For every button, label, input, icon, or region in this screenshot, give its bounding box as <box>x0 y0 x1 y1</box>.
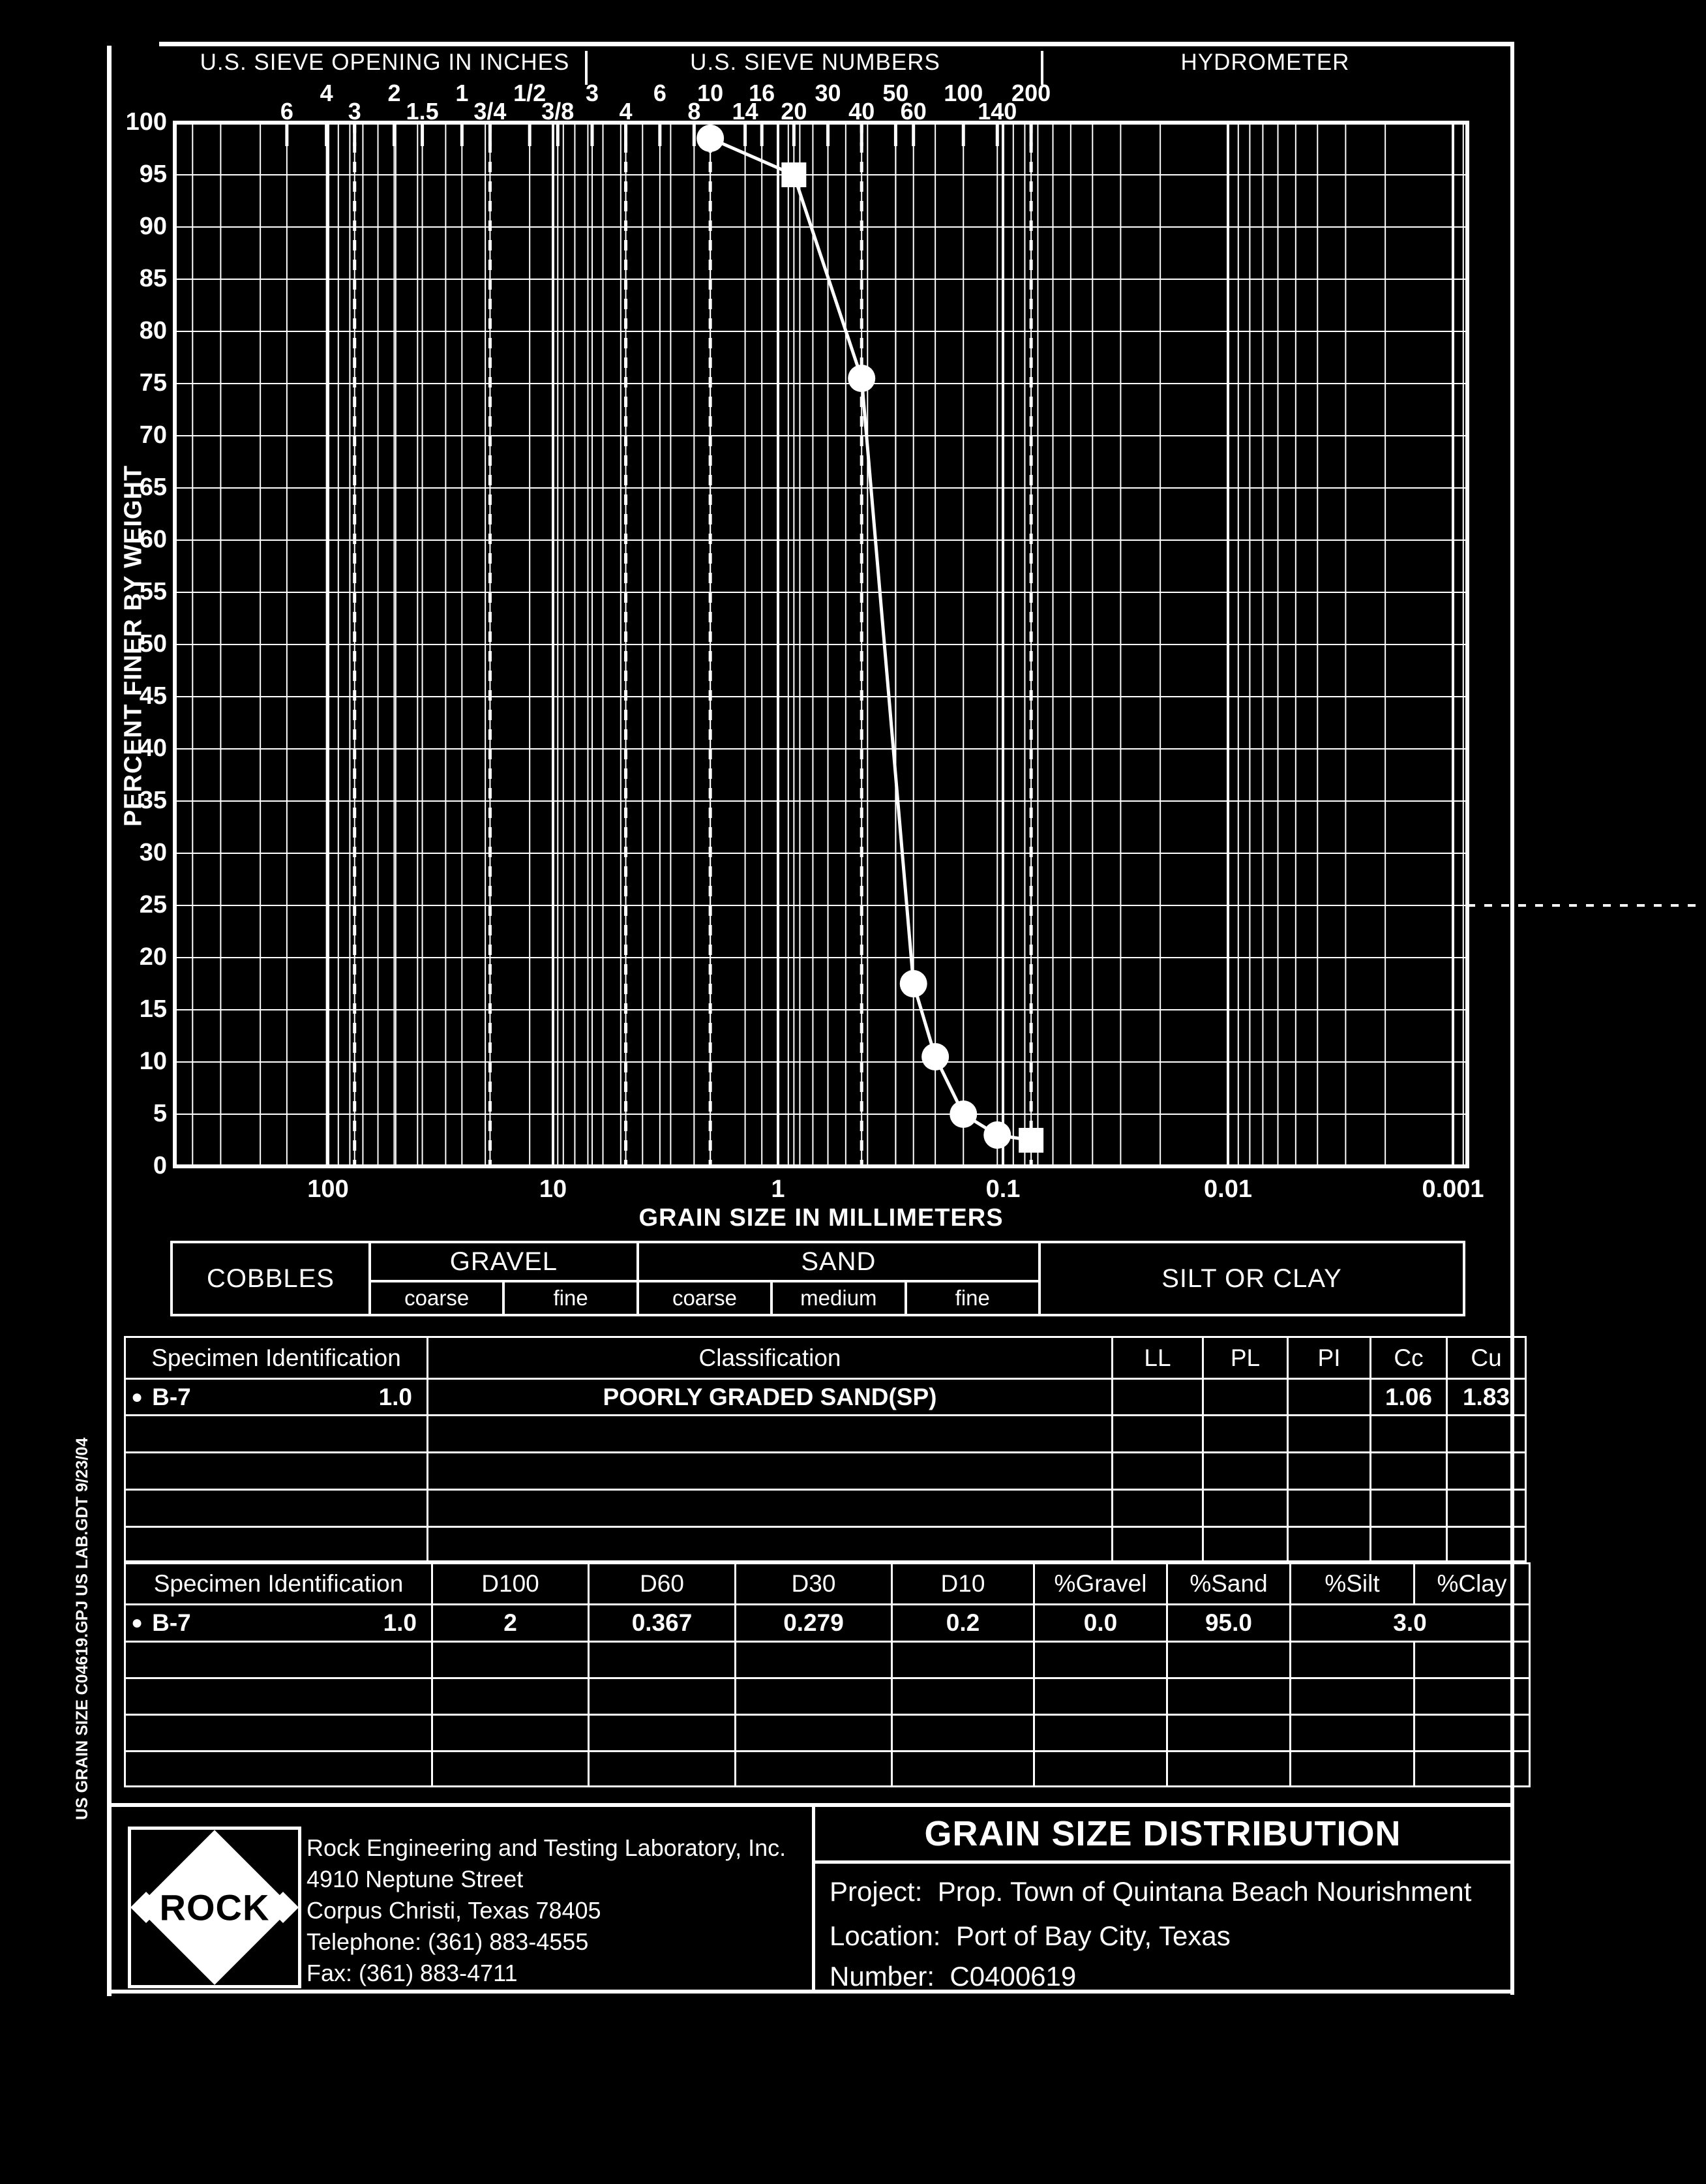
scale-header-hydrometer: HYDROMETER <box>1180 50 1350 75</box>
project-value: Prop. Town of Quintana Beach Nourishment <box>937 1876 1472 1907</box>
col-header-cc: Cc <box>1371 1337 1447 1379</box>
location-row <box>830 1920 1231 1952</box>
data-point-square <box>781 162 806 187</box>
table-row <box>125 1527 1526 1562</box>
sieve-size-label: 6 <box>280 98 293 125</box>
location-value: Port of Bay City, Texas <box>955 1920 1231 1951</box>
fraction-silt-or-clay: SILT OR CLAY <box>1040 1242 1464 1315</box>
col-header-d10: D10 <box>892 1564 1034 1605</box>
specimen-depth: 1.0 <box>378 1383 412 1410</box>
sieve-size-label: 4 <box>320 80 333 106</box>
sieve-size-label: 14 <box>732 98 758 125</box>
sieve-size-label: 3 <box>585 80 599 106</box>
col-header-d30: D30 <box>736 1564 892 1605</box>
col-header-cu: Cu <box>1447 1337 1526 1379</box>
sieve-size-label: 30 <box>815 80 841 106</box>
col-header-classification: Classification <box>428 1337 1113 1379</box>
x-axis-tick-label: 10 <box>539 1175 567 1203</box>
y-axis-tick-label: 30 <box>139 839 167 866</box>
table-row <box>125 1752 1530 1787</box>
sieve-size-label: 40 <box>848 98 875 125</box>
x-axis-title: GRAIN SIZE IN MILLIMETERS <box>638 1204 1004 1232</box>
table-row <box>125 1715 1530 1752</box>
col-header-percent-gravel: %Gravel <box>1034 1564 1167 1605</box>
number-label: Number: <box>830 1961 935 1992</box>
y-axis-tick-label: 20 <box>139 943 167 971</box>
col-header-percent-sand: %Sand <box>1167 1564 1291 1605</box>
y-axis-tick-label: 70 <box>139 421 167 449</box>
soil-fraction-table <box>170 1241 1465 1316</box>
d10-value: 0.2 <box>892 1605 1034 1642</box>
fraction-sand-coarse: coarse <box>638 1281 771 1315</box>
report-title: GRAIN SIZE DISTRIBUTION <box>924 1814 1401 1853</box>
y-axis-tick-label: 50 <box>139 630 167 658</box>
table-row <box>125 1490 1526 1527</box>
data-point-circle <box>950 1100 977 1128</box>
company-logo <box>128 1827 301 1988</box>
company-fax: Fax: (361) 883-4711 <box>307 1960 518 1986</box>
y-axis-tick-label: 85 <box>139 265 167 292</box>
fraction-sand: SAND <box>638 1242 1040 1281</box>
percent-sand-value: 95.0 <box>1167 1605 1291 1642</box>
sieve-size-label: 6 <box>653 80 666 106</box>
percent-fines-value: 3.0 <box>1291 1605 1530 1642</box>
y-axis-tick-label: 5 <box>153 1100 167 1127</box>
col-header-d100: D100 <box>432 1564 589 1605</box>
specimen-id: B-7 <box>152 1383 191 1410</box>
project-row <box>830 1876 1471 1907</box>
d100-value: 2 <box>432 1605 589 1642</box>
location-label: Location: <box>830 1920 941 1951</box>
sieve-size-label: 1 <box>455 80 469 106</box>
table-row <box>125 1453 1526 1490</box>
d30-value: 0.279 <box>736 1605 892 1642</box>
sieve-size-label: 50 <box>882 80 909 106</box>
ll-value <box>1113 1379 1203 1416</box>
sieve-size-label: 1.5 <box>406 98 439 125</box>
title-underline <box>812 1860 1512 1864</box>
x-axis-tick-label: 0.001 <box>1422 1175 1484 1203</box>
col-header-percent-clay: %Clay <box>1414 1564 1530 1605</box>
y-axis-tick-label: 0 <box>153 1152 167 1179</box>
number-value: C0400619 <box>950 1961 1077 1992</box>
specimen-depth: 1.0 <box>383 1609 417 1636</box>
sieve-size-label: 2 <box>387 80 401 106</box>
fraction-cobbles: COBBLES <box>172 1242 370 1315</box>
fraction-gravel: GRAVEL <box>370 1242 638 1281</box>
sieve-size-label: 140 <box>978 98 1017 125</box>
scale-header-sieve-inches: U.S. SIEVE OPENING IN INCHES <box>200 50 570 75</box>
sieve-size-label: 100 <box>944 80 983 106</box>
sieve-size-label: 16 <box>749 80 775 106</box>
gradation-table <box>124 1562 1511 1787</box>
scale-header-sieve-numbers: U.S. SIEVE NUMBERS <box>690 50 940 75</box>
y-axis-tick-label: 100 <box>125 108 167 136</box>
x-axis-tick-label: 0.1 <box>985 1175 1021 1203</box>
fraction-gravel-coarse: coarse <box>370 1281 503 1315</box>
col-header-specimen-identification: Specimen Identification <box>125 1337 428 1379</box>
fraction-sand-fine: fine <box>906 1281 1040 1315</box>
col-header-d60: D60 <box>589 1564 736 1605</box>
sieve-size-label: 1/2 <box>513 80 546 106</box>
col-header-ll: LL <box>1113 1337 1203 1379</box>
sieve-size-label: 3/4 <box>473 98 507 125</box>
col-header-pi: PI <box>1288 1337 1371 1379</box>
sidebar-file-stamp: US GRAIN SIZE C04619.GPJ US LAB.GDT 9/23/04 <box>73 1437 91 1820</box>
x-axis-tick-label: 0.01 <box>1204 1175 1252 1203</box>
y-axis-title: PERCENT FINER BY WEIGHT <box>119 464 147 827</box>
project-label: Project: <box>830 1876 923 1907</box>
col-header-specimen-identification: Specimen Identification <box>125 1564 432 1605</box>
y-axis-tick-label: 40 <box>139 735 167 762</box>
col-header-pl: PL <box>1203 1337 1288 1379</box>
specimen-marker-icon: ● <box>131 1612 143 1633</box>
table-row <box>125 1642 1530 1678</box>
specimen-marker-icon: ● <box>131 1386 143 1408</box>
sieve-size-label: 3/8 <box>541 98 575 125</box>
percent-gravel-value: 0.0 <box>1034 1605 1167 1642</box>
d60-value: 0.367 <box>589 1605 736 1642</box>
company-name: Rock Engineering and Testing Laboratory, Inc. <box>307 1834 786 1861</box>
sieve-size-label: 8 <box>687 98 701 125</box>
sieve-size-label: 4 <box>619 98 633 125</box>
y-axis-tick-label: 25 <box>139 891 167 918</box>
classification-value: POORLY GRADED SAND(SP) <box>428 1379 1113 1416</box>
sieve-size-label: 60 <box>900 98 927 125</box>
data-point-circle <box>921 1043 949 1070</box>
company-telephone: Telephone: (361) 883-4555 <box>307 1928 589 1955</box>
number-row <box>830 1961 1076 1992</box>
classification-table <box>124 1336 1511 1562</box>
y-axis-tick-label: 90 <box>139 213 167 240</box>
fraction-sand-medium: medium <box>771 1281 905 1315</box>
cc-value: 1.06 <box>1371 1379 1447 1416</box>
y-axis-tick-label: 65 <box>139 474 167 501</box>
pl-value <box>1203 1379 1288 1416</box>
y-axis-tick-label: 95 <box>139 160 167 188</box>
sieve-size-label: 3 <box>348 98 361 125</box>
sieve-size-label: 10 <box>697 80 724 106</box>
y-axis-tick-label: 10 <box>139 1048 167 1075</box>
table-row <box>125 1678 1530 1715</box>
cu-value: 1.83 <box>1447 1379 1526 1416</box>
y-axis-tick-label: 45 <box>139 682 167 710</box>
data-point-circle <box>983 1121 1011 1149</box>
y-axis-tick-label: 80 <box>139 317 167 344</box>
table-row <box>125 1605 1530 1642</box>
y-axis-tick-label: 75 <box>139 369 167 397</box>
company-city: Corpus Christi, Texas 78405 <box>307 1897 601 1924</box>
y-axis-tick-label: 15 <box>139 995 167 1023</box>
sieve-size-label: 200 <box>1011 80 1051 106</box>
x-axis-tick-label: 1 <box>771 1175 785 1203</box>
fraction-gravel-fine: fine <box>503 1281 637 1315</box>
data-point-square <box>1019 1128 1043 1153</box>
table-row <box>125 1379 1526 1416</box>
data-point-circle <box>696 125 724 152</box>
y-axis-tick-label: 60 <box>139 526 167 553</box>
x-axis-tick-label: 100 <box>307 1175 349 1203</box>
data-point-circle <box>848 365 875 392</box>
data-point-circle <box>900 970 927 997</box>
sieve-size-label: 20 <box>781 98 807 125</box>
company-street: 4910 Neptune Street <box>307 1866 524 1892</box>
specimen-id: B-7 <box>152 1609 191 1636</box>
y-axis-tick-label: 55 <box>139 578 167 605</box>
pi-value <box>1288 1379 1371 1416</box>
table-row <box>125 1416 1526 1453</box>
y-axis-tick-label: 35 <box>139 787 167 814</box>
col-header-percent-silt: %Silt <box>1291 1564 1414 1605</box>
logo-word: ROCK <box>159 1887 270 1928</box>
